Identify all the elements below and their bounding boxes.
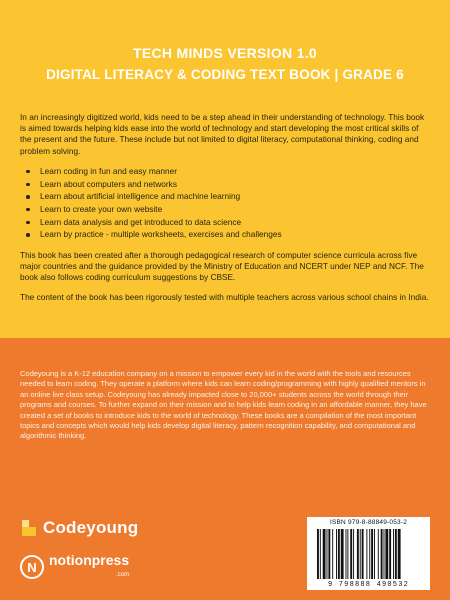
barcode-bar [362, 529, 364, 579]
description [20, 112, 430, 312]
barcode-bar [341, 529, 344, 579]
barcode-bar [336, 529, 337, 579]
list-item-text: Learn to create your own website [40, 203, 163, 214]
intro-paragraph: In an increasingly digitized world, kids need to be a step ahead in their understanding of technology. This book is aimed towards helping kids ease into the world of technology and start developing the most critical skills of the present and the future. These include but not limited to digital literacy, computational thinking, coding and problem solving. [20, 112, 425, 156]
list-item-text: Learn coding in fun and easy manner [40, 165, 177, 176]
list-item [32, 229, 430, 240]
barcode-bar [350, 529, 352, 579]
barcode-bar [398, 529, 401, 579]
list-item [32, 166, 430, 177]
feature-list [20, 166, 430, 241]
notionpress-logo-text: notionpress [49, 551, 130, 568]
barcode-bar [384, 529, 385, 579]
list-item-text: Learn by practice - multiple worksheets, exercises and challenges [40, 229, 282, 240]
barcode-bar [328, 529, 330, 579]
barcode-bars [317, 529, 420, 579]
title-line-2: DIGITAL LITERACY & CODING TEXT BOOK | GRADE 6 [46, 67, 404, 82]
isbn-label: ISBN 979-8-88849-053-2 [329, 519, 408, 526]
bullet-icon [26, 233, 30, 237]
barcode-bar [346, 529, 347, 579]
barcode-bar [327, 529, 328, 579]
barcode-bar [385, 529, 388, 579]
barcode-bar [366, 529, 367, 579]
notionpress-logo [20, 553, 129, 581]
barcode-bar [378, 529, 379, 579]
barcode-bar [353, 529, 354, 579]
testing-paragraph: The content of the book has been rigorously tested with multiple teachers across various school chains in India. [20, 292, 429, 303]
codeyoung-logo-icon [20, 518, 38, 538]
notionpress-logo-sub: .com [116, 571, 130, 578]
barcode-bar [320, 529, 321, 579]
bullet-icon [26, 221, 30, 225]
barcode-bar [381, 529, 383, 579]
barcode-bar [389, 529, 391, 579]
list-item [32, 217, 430, 228]
bullet-icon [26, 208, 30, 212]
codeyoung-logo [20, 515, 138, 541]
list-item-text: Learn data analysis and get introduced to data science [40, 216, 242, 227]
research-paragraph: This book has been created after a thorough pedagogical research of computer science curricula across five major countries and the guidance provided by the Ministry of Education and NCERT under NEP and NCF. The book also follows coding curriculum suggestions by CBSE. [20, 249, 424, 282]
list-item [32, 204, 430, 215]
barcode-bar [360, 529, 361, 579]
list-item [32, 191, 430, 202]
barcode-bar [338, 529, 340, 579]
notionpress-logo-icon [20, 555, 44, 579]
barcode-bar [371, 529, 373, 579]
notionpress-logo-letter: N [27, 559, 37, 575]
barcode-bar [347, 529, 348, 579]
codeyoung-logo-text: Codeyoung [43, 518, 139, 537]
list-item-text: Learn about artificial intelligence and machine learning [40, 191, 241, 202]
barcode-bar [332, 529, 333, 579]
barcode-bar [393, 529, 394, 579]
company-description: Codeyoung is a K-12 education company on a mission to empower every kid in the world with the tools and resources needed to learn coding. They operate a platform where kids can learn coding/programming with highly qualified mentors in an online live class setup. Codeyoung has already impacted close to 20,000+ students across the world through their programs and courses. To further expand on their mission and to help kids learn coding in an affordable manner, they have created a set of books to introduce kids to the world of technology. These books are a compilation of the most important topics and concepts which would help kids develop digital literacy, pattern recognition capability, and computational and algorithmic thinking. [20, 369, 427, 441]
bullet-icon [26, 183, 30, 187]
barcode-bar [369, 529, 370, 579]
barcode-bar [323, 529, 326, 579]
bullet-icon [26, 195, 30, 199]
title-line-1: TECH MINDS VERSION 1.0 [133, 45, 317, 61]
barcode [307, 517, 430, 590]
barcode-bar [357, 529, 359, 579]
barcode-bar [395, 529, 397, 579]
book-title [0, 44, 450, 86]
barcode-number: 9 798888 490532 [327, 581, 409, 589]
barcode-bar [317, 529, 319, 579]
list-item-text: Learn about computers and networks [40, 178, 177, 189]
barcode-bar [374, 529, 375, 579]
list-item [32, 179, 430, 190]
bullet-icon [26, 170, 30, 174]
